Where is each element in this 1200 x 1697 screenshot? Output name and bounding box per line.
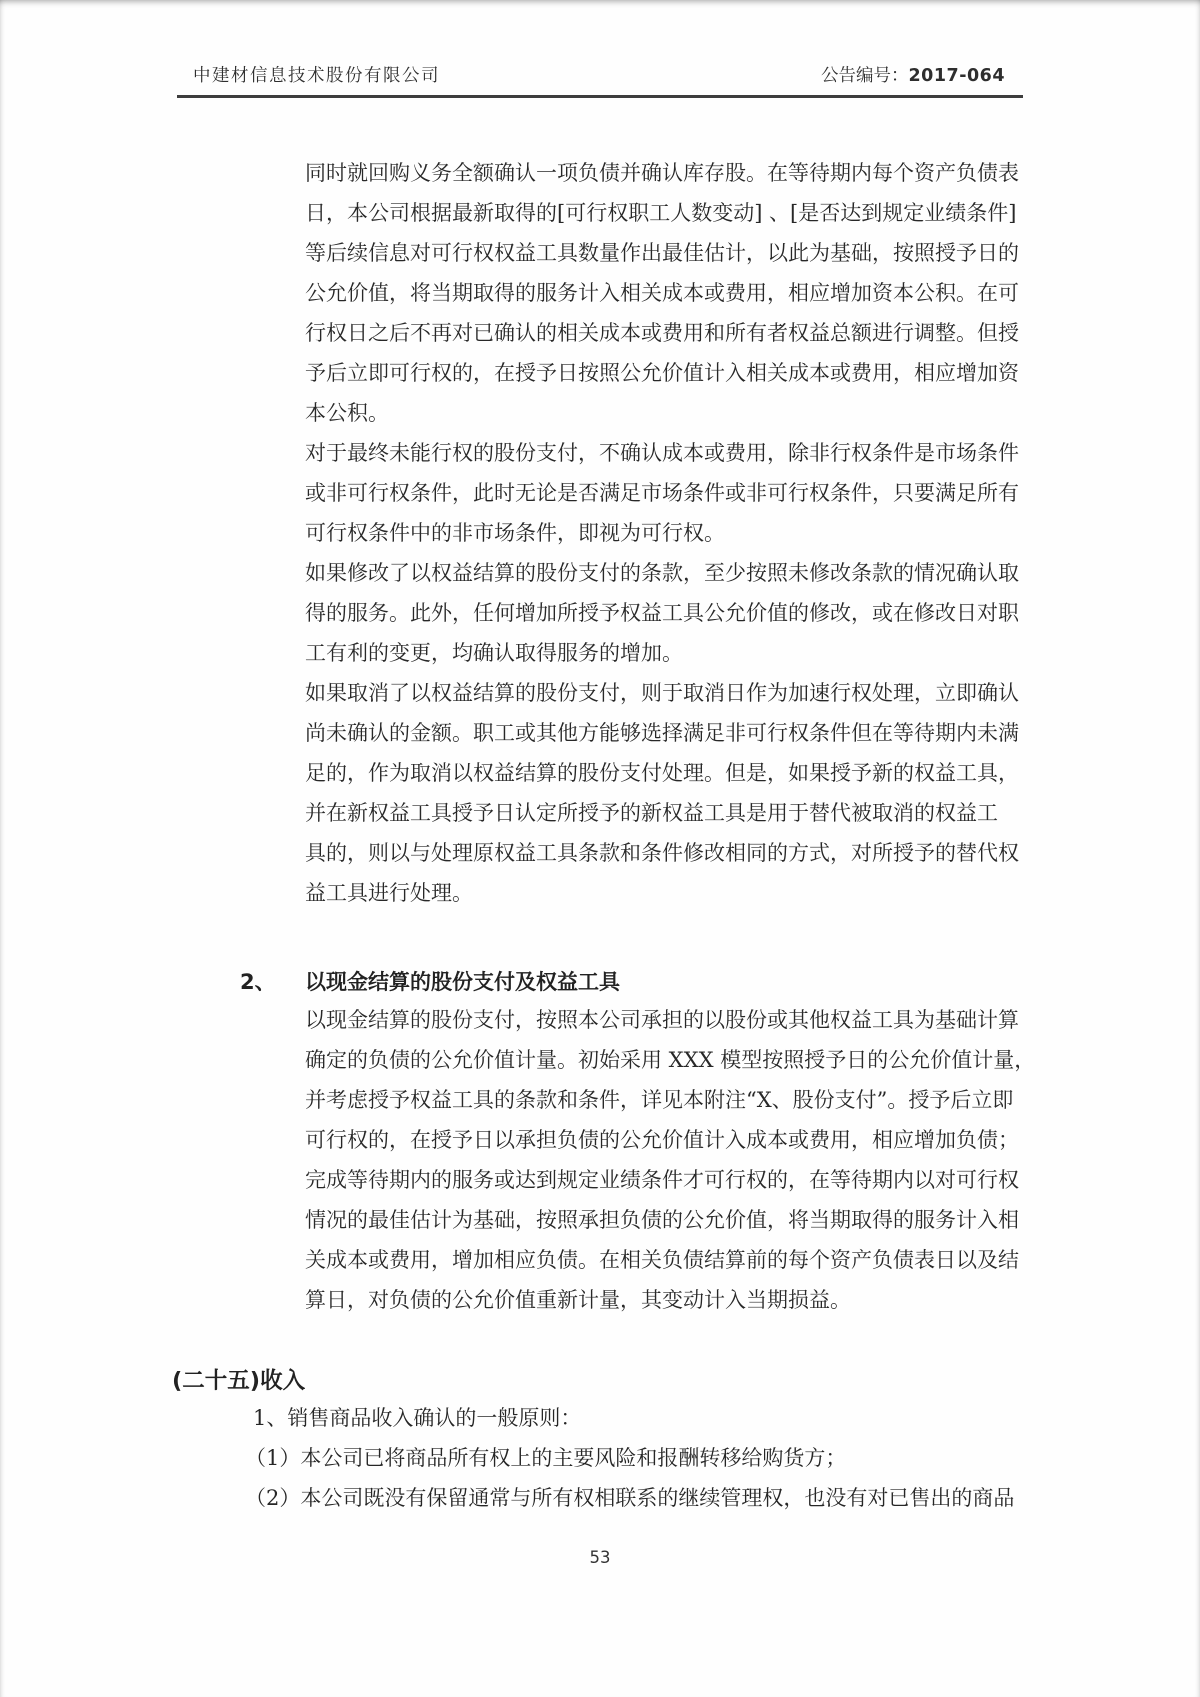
text-line: 足的，作为取消以权益结算的股份支付处理。但是，如果授予新的权益工具， [305,761,1019,785]
equity-section-text [305,153,1019,913]
text-line: 益工具进行处理。 [305,881,473,905]
text-line: 可行权的，在授予日以承担负债的公允价值计入成本或费用，相应增加负债； [305,1128,1019,1152]
cash-section-text [305,1000,1036,1320]
heading-number: 2、 [240,970,276,994]
text-line: 可行权条件中的非市场条件，即视为可行权。 [305,521,725,545]
text-line: 情况的最佳估计为基础，按照承担负债的公允价值，将当期取得的服务计入相 [305,1208,1019,1232]
text-line: 关成本或费用，增加相应负债。在相关负债结算前的每个资产负债表日以及结 [305,1248,1019,1272]
text-line: 工有利的变更，均确认取得服务的增加。 [305,641,683,665]
header-rule [177,95,1023,98]
text-line: 公允价值，将当期取得的服务计入相关成本或费用，相应增加资本公积。在可 [305,281,1019,305]
text-line: 或非可行权条件，此时无论是否满足市场条件或非可行权条件，只要满足所有 [305,481,1019,505]
text-line: 完成等待期内的服务或达到规定业绩条件才可行权的，在等待期内以对可行权 [305,1168,1019,1192]
text-line: 以现金结算的股份支付，按照本公司承担的以股份或其他权益工具为基础计算 [305,1008,1019,1032]
text-line: 并考虑授予权益工具的条款和条件，详见本附注“X、股份支付”。授予后立即 [305,1088,1014,1112]
revenue-item-1: 1、销售商品收入确认的一般原则： [253,1406,582,1430]
text-line: 并在新权益工具授予日认定所授予的新权益工具是用于替代被取消的权益工 [305,801,998,825]
text-line: 等后续信息对可行权权益工具数量作出最佳估计，以此为基础，按照授予日的 [305,241,1019,265]
revenue-subitem-2: （2）本公司既没有保留通常与所有权相联系的继续管理权，也没有对已售出的商品 [245,1486,1015,1510]
text-line: 日，本公司根据最新取得的[可行权职工人数变动] 、[是否达到规定业绩条件] [305,201,1017,225]
text-line: 如果取消了以权益结算的股份支付，则于取消日作为加速行权处理，立即确认 [305,681,1019,705]
text-line: 如果修改了以权益结算的股份支付的条款，至少按照未修改条款的情况确认取 [305,561,1019,585]
text-line: 算日，对负债的公允价值重新计量，其变动计入当期损益。 [305,1288,851,1312]
revenue-subitem-1: （1）本公司已将商品所有权上的主要风险和报酬转移给购货方； [245,1446,847,1470]
text-line: 予后立即可行权的，在授予日按照公允价值计入相关成本或费用，相应增加资 [305,361,1019,385]
text-line: 本公积。 [305,401,389,425]
text-line: 确定的负债的公允价值计量。初始采用 XXX 模型按照授予日的公允价值计量， [305,1048,1036,1072]
revenue-section-heading: (二十五)收入 [172,1368,306,1394]
notice-label: 公告编号： [821,66,909,86]
text-line: 对于最终未能行权的股份支付，不确认成本或费用，除非行权条件是市场条件 [305,441,1019,465]
heading-title: 以现金结算的股份支付及权益工具 [305,970,620,994]
page-number: 53 [589,1548,611,1567]
notice-number [821,62,1005,87]
text-line: 尚未确认的金额。职工或其他方能够选择满足非可行权条件但在等待期内未满 [305,721,1019,745]
page-header [177,62,1023,92]
company-name: 中建材信息技术股份有限公司 [193,66,440,86]
text-line: 具的，则以与处理原权益工具条款和条件修改相同的方式，对所授予的替代权 [305,841,1019,865]
notice-value: 2017-064 [908,66,1005,86]
text-line: 行权日之后不再对已确认的相关成本或费用和所有者权益总额进行调整。但授 [305,321,1019,345]
text-line: 同时就回购义务全额确认一项负债并确认库存股。在等待期内每个资产负债表 [305,161,1019,185]
cash-section-heading [240,962,620,1002]
text-line: 得的服务。此外，任何增加所授予权益工具公允价值的修改，或在修改日对职 [305,601,1019,625]
